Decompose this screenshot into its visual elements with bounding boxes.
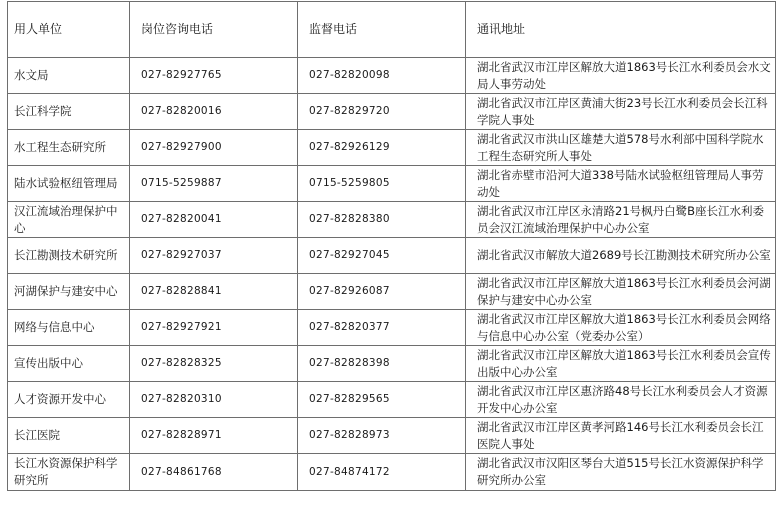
cell-unit: 网络与信息中心 — [8, 310, 130, 346]
cell-unit: 河湖保护与建安中心 — [8, 274, 130, 310]
contact-table-wrapper — [7, 1, 775, 491]
cell-supervise-phone: 027-82828973 — [298, 418, 466, 454]
cell-supervise-phone: 027-82829565 — [298, 382, 466, 418]
cell-unit: 长江勘测技术研究所 — [8, 238, 130, 274]
cell-consult-phone: 027-82820041 — [130, 202, 298, 238]
table-row — [8, 274, 776, 310]
cell-address: 湖北省武汉市江岸区解放大道1863号长江水利委员会网络与信息中心办公室（党委办公室） — [466, 310, 776, 346]
cell-unit: 长江水资源保护科学研究所 — [8, 454, 130, 491]
cell-address: 湖北省武汉市江岸区黄孝河路146号长江水利委员会长江医院人事处 — [466, 418, 776, 454]
table-row — [8, 418, 776, 454]
table-row — [8, 130, 776, 166]
cell-address: 湖北省赤壁市沿河大道338号陆水试验枢纽管理局人事劳动处 — [466, 166, 776, 202]
cell-supervise-phone: 027-82820098 — [298, 58, 466, 94]
cell-unit: 陆水试验枢纽管理局 — [8, 166, 130, 202]
cell-supervise-phone: 027-84874172 — [298, 454, 466, 491]
cell-consult-phone: 027-84861768 — [130, 454, 298, 491]
cell-unit: 水工程生态研究所 — [8, 130, 130, 166]
cell-consult-phone: 027-82927900 — [130, 130, 298, 166]
cell-consult-phone: 0715-5259887 — [130, 166, 298, 202]
cell-address: 湖北省武汉市江岸区解放大道1863号长江水利委员会水文局人事劳动处 — [466, 58, 776, 94]
header-address: 通讯地址 — [466, 2, 776, 58]
cell-address: 湖北省武汉市江岸区黄浦大街23号长江水利委员会长江科学院人事处 — [466, 94, 776, 130]
table-row — [8, 202, 776, 238]
header-consult-phone: 岗位咨询电话 — [130, 2, 298, 58]
table-row — [8, 454, 776, 491]
cell-supervise-phone: 027-82828398 — [298, 346, 466, 382]
cell-unit: 人才资源开发中心 — [8, 382, 130, 418]
table-header-row — [8, 2, 776, 58]
cell-address: 湖北省武汉市解放大道2689号长江勘测技术研究所办公室 — [466, 238, 776, 274]
cell-address: 湖北省武汉市江岸区惠济路48号长江水利委员会人才资源开发中心办公室 — [466, 382, 776, 418]
cell-supervise-phone: 027-82829720 — [298, 94, 466, 130]
contact-table — [7, 1, 776, 491]
cell-unit: 长江医院 — [8, 418, 130, 454]
cell-consult-phone: 027-82927921 — [130, 310, 298, 346]
table-row — [8, 238, 776, 274]
cell-address: 湖北省武汉市江岸区解放大道1863号长江水利委员会河湖保护与建安中心办公室 — [466, 274, 776, 310]
cell-unit: 长江科学院 — [8, 94, 130, 130]
cell-consult-phone: 027-82927765 — [130, 58, 298, 94]
cell-supervise-phone: 027-82926087 — [298, 274, 466, 310]
cell-address: 湖北省武汉市洪山区雄楚大道578号水利部中国科学院水工程生态研究所人事处 — [466, 130, 776, 166]
cell-supervise-phone: 027-82828380 — [298, 202, 466, 238]
cell-supervise-phone: 027-82927045 — [298, 238, 466, 274]
table-row — [8, 310, 776, 346]
cell-unit: 汉江流域治理保护中心 — [8, 202, 130, 238]
cell-consult-phone: 027-82820016 — [130, 94, 298, 130]
header-supervise-phone: 监督电话 — [298, 2, 466, 58]
cell-address: 湖北省武汉市汉阳区琴台大道515号长江水资源保护科学研究所办公室 — [466, 454, 776, 491]
table-row — [8, 382, 776, 418]
cell-unit: 水文局 — [8, 58, 130, 94]
cell-consult-phone: 027-82927037 — [130, 238, 298, 274]
cell-address: 湖北省武汉市江岸区解放大道1863号长江水利委员会宣传出版中心办公室 — [466, 346, 776, 382]
cell-consult-phone: 027-82828971 — [130, 418, 298, 454]
cell-supervise-phone: 0715-5259805 — [298, 166, 466, 202]
table-row — [8, 94, 776, 130]
table-row — [8, 346, 776, 382]
cell-consult-phone: 027-82828325 — [130, 346, 298, 382]
cell-unit: 宣传出版中心 — [8, 346, 130, 382]
cell-supervise-phone: 027-82926129 — [298, 130, 466, 166]
table-row — [8, 58, 776, 94]
header-unit: 用人单位 — [8, 2, 130, 58]
cell-consult-phone: 027-82828841 — [130, 274, 298, 310]
cell-supervise-phone: 027-82820377 — [298, 310, 466, 346]
cell-consult-phone: 027-82820310 — [130, 382, 298, 418]
cell-address: 湖北省武汉市江岸区永清路21号枫丹白鹭B座长江水利委员会汉江流域治理保护中心办公室 — [466, 202, 776, 238]
table-row — [8, 166, 776, 202]
